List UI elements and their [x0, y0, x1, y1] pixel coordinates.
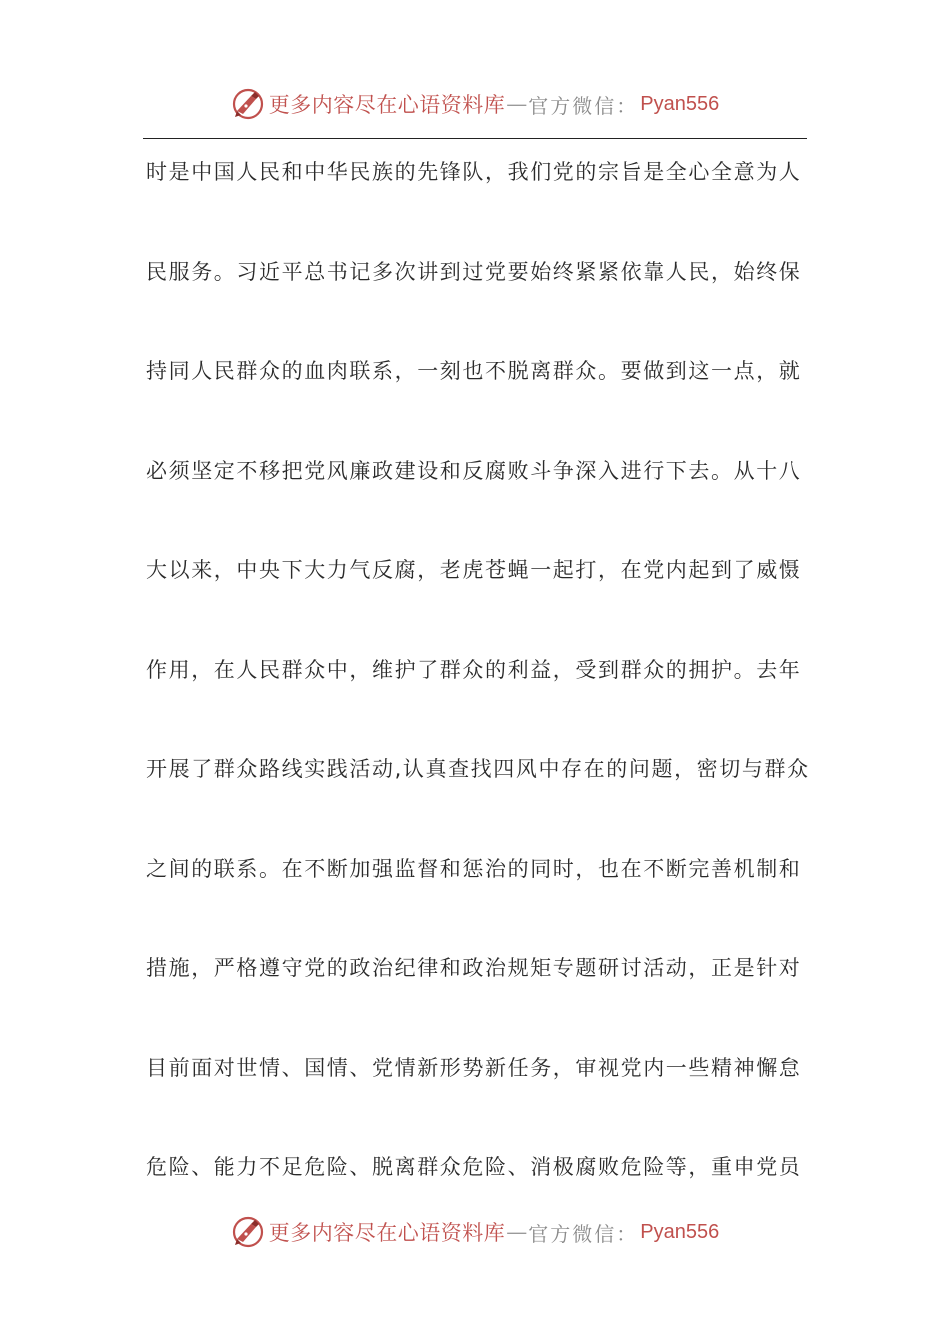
footer-separator: —: [506, 1220, 528, 1244]
header-wechat-id: Pyan556: [640, 92, 720, 115]
text-line: 民服务。习近平总书记多次讲到过党要始终紧紧依靠人民，始终保: [146, 259, 802, 284]
header-divider: [143, 138, 807, 139]
text-line: 时是中国人民和中华民族的先锋队，我们党的宗旨是全心全意为人: [146, 160, 802, 184]
text-line: 目前面对世情、国情、党情新形势新任务，审视党内一些精神懈怠: [146, 1055, 802, 1080]
header-wechat-label: 官方微信：: [528, 93, 639, 118]
text-line: 持同人民群众的血肉联系，一刻也不脱离群众。要做到这一点，就: [146, 359, 802, 383]
footer-brand-text: 更多内容尽在心语资料库: [268, 1221, 506, 1245]
text-line: 大以来，中央下大力气反腐，老虎苍蝇一起打，在党内起到了威慑: [146, 558, 802, 582]
text-line: 作用，在人民群众中，维护了群众的利益，受到群众的拥护。去年: [146, 657, 802, 682]
text-line: 开展了群众路线实践活动,认真查找四风中存在的问题，密切与群众: [146, 757, 810, 781]
pen-nib-logo-icon: [231, 1215, 265, 1249]
document-body: [146, 150, 810, 1245]
footer-wechat-label: 官方微信：: [528, 1221, 639, 1246]
text-line: 措施，严格遵守党的政治纪律和政治规矩专题研讨活动，正是针对: [146, 956, 802, 980]
text-line: 危险、能力不足危险、脱离群众危险、消极腐败危险等，重申党员: [146, 1155, 802, 1179]
text-line: 之间的联系。在不断加强监督和惩治的同时，也在不断完善机制和: [146, 856, 802, 881]
footer-watermark: [0, 1210, 950, 1254]
pen-nib-logo-icon: [231, 87, 265, 121]
footer-wechat-id: Pyan556: [640, 1220, 720, 1243]
header-brand-text: 更多内容尽在心语资料库: [268, 93, 506, 117]
text-line: 必须坚定不移把党风廉政建设和反腐败斗争深入进行下去。从十八: [146, 458, 802, 483]
header-separator: —: [506, 92, 528, 116]
header-watermark: [0, 82, 950, 126]
